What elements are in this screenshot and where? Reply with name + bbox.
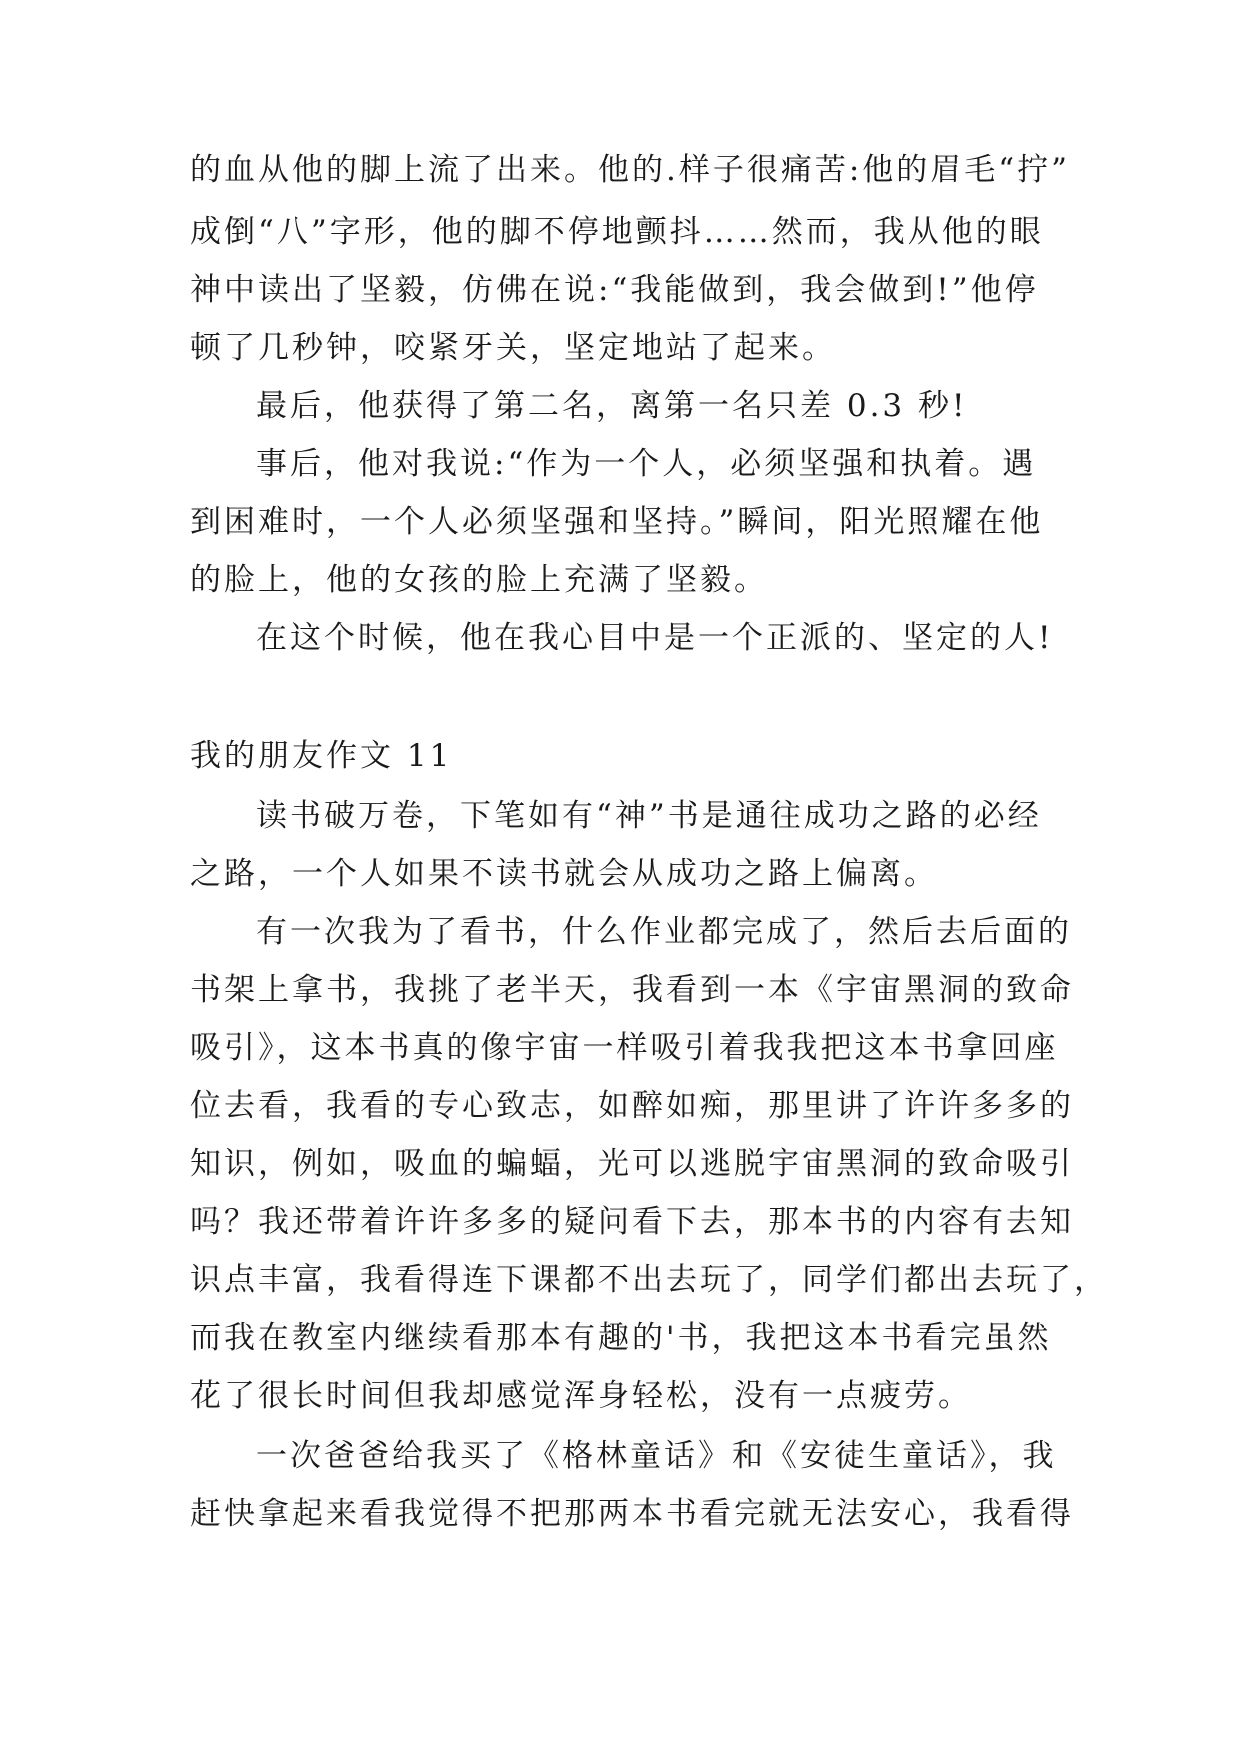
text-line: 花了很长时间但我却感觉浑身轻松，没有一点疲劳。: [190, 1378, 972, 1414]
text-line: 顿了几秒钟，咬紧牙关，坚定地站了起来。: [190, 330, 836, 366]
text-line: 而我在教室内继续看那本有趣的'书，我把这本书看完虽然: [190, 1320, 1052, 1356]
text-line: 的血从他的脚上流了出来。他的.样子很痛苦:他的眉毛“拧”: [190, 152, 1070, 188]
text-line: 之路，一个人如果不读书就会从成功之路上偏离。: [190, 856, 938, 892]
text-line: 知识，例如，吸血的蝙蝠，光可以逃脱宇宙黑洞的致命吸引: [190, 1146, 1074, 1182]
text-line: 到困难时，一个人必须坚强和坚持。”瞬间，阳光照耀在他: [190, 504, 1044, 540]
text-line: 的脸上，他的女孩的脸上充满了坚毅。: [190, 562, 768, 598]
text-line: 读书破万卷，下笔如有“神”书是通往成功之路的必经: [256, 798, 1042, 834]
section-heading: 我的朋友作文 11: [190, 738, 453, 774]
text-line: 一次爸爸给我买了《格林童话》和《安徒生童话》，我: [256, 1438, 1057, 1474]
text-line: 吸引》，这本书真的像宇宙一样吸引着我我把这本书拿回座: [190, 1030, 1059, 1066]
text-line: 神中读出了坚毅，仿佛在说:“我能做到，我会做到!”他停: [190, 272, 1039, 308]
text-line: 在这个时候，他在我心目中是一个正派的、坚定的人!: [256, 620, 1054, 656]
text-line: 最后，他获得了第二名，离第一名只差 0.3 秒!: [256, 388, 968, 424]
text-line: 书架上拿书，我挑了老半天，我看到一本《宇宙黑洞的致命: [190, 972, 1074, 1008]
text-line: 位去看，我看的专心致志，如醉如痴，那里讲了许许多多的: [190, 1088, 1074, 1124]
text-line: 赶快拿起来看我觉得不把那两本书看完就无法安心，我看得: [190, 1496, 1074, 1532]
text-line: 吗？我还带着许许多多的疑问看下去，那本书的内容有去知: [190, 1204, 1074, 1240]
text-line: 事后，他对我说:“作为一个人，必须坚强和执着。遇: [256, 446, 1037, 482]
text-line: 成倒“八”字形，他的脚不停地颤抖……然而，我从他的眼: [190, 214, 1044, 250]
text-line: 有一次我为了看书，什么作业都完成了，然后去后面的: [256, 914, 1072, 950]
text-line: 识点丰富，我看得连下课都不出去玩了，同学们都出去玩了，: [190, 1262, 1108, 1298]
